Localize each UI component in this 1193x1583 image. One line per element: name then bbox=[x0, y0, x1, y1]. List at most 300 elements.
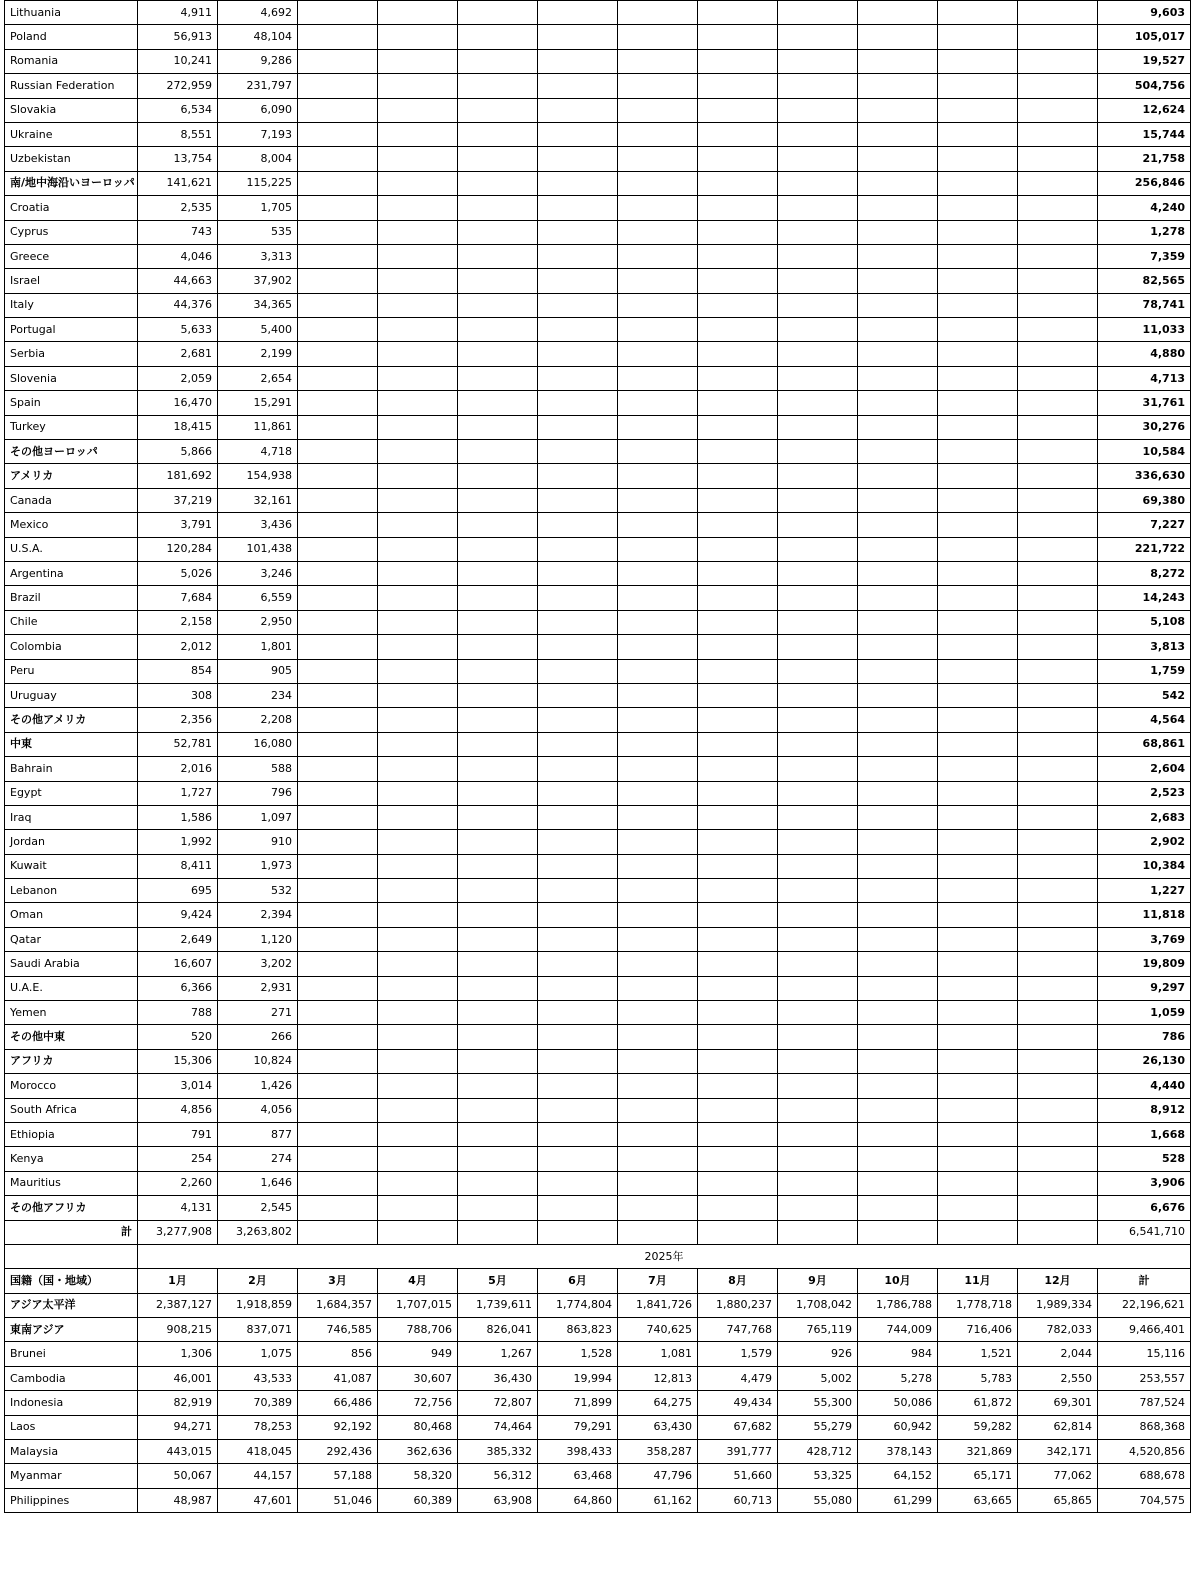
header-month-1: 1月 bbox=[138, 1269, 218, 1293]
empty-month-cell bbox=[618, 805, 698, 829]
empty-month-cell bbox=[458, 610, 538, 634]
empty-month-cell bbox=[698, 1220, 778, 1244]
empty-month-cell bbox=[298, 318, 378, 342]
empty-month-cell bbox=[298, 49, 378, 73]
empty-month-cell bbox=[298, 1220, 378, 1244]
month-value-cell: 984 bbox=[858, 1342, 938, 1366]
country-name-cell: Qatar bbox=[5, 927, 138, 951]
empty-month-cell bbox=[858, 318, 938, 342]
empty-month-cell bbox=[778, 440, 858, 464]
month-value-cell: 71,899 bbox=[538, 1391, 618, 1415]
month-value-cell: 863,823 bbox=[538, 1318, 618, 1342]
jan-value-cell: 6,534 bbox=[138, 98, 218, 122]
empty-month-cell bbox=[1018, 1098, 1098, 1122]
empty-month-cell bbox=[458, 1122, 538, 1146]
empty-month-cell bbox=[1018, 879, 1098, 903]
month-value-cell: 64,275 bbox=[618, 1391, 698, 1415]
empty-month-cell bbox=[858, 635, 938, 659]
empty-month-cell bbox=[298, 537, 378, 561]
month-value-cell: 2,044 bbox=[1018, 1342, 1098, 1366]
jan-value-cell: 788 bbox=[138, 1001, 218, 1025]
empty-month-cell bbox=[778, 1074, 858, 1098]
empty-month-cell bbox=[698, 25, 778, 49]
jan-value-cell: 3,014 bbox=[138, 1074, 218, 1098]
feb-value-cell: 3,202 bbox=[218, 952, 298, 976]
jan-value-cell: 2,535 bbox=[138, 196, 218, 220]
empty-month-cell bbox=[378, 586, 458, 610]
empty-month-cell bbox=[858, 1001, 938, 1025]
empty-month-cell bbox=[938, 1001, 1018, 1025]
empty-month-cell bbox=[538, 49, 618, 73]
year-row bbox=[5, 1244, 1191, 1268]
empty-month-cell bbox=[938, 879, 1018, 903]
row-total-cell: 1,227 bbox=[1098, 879, 1191, 903]
table-row bbox=[5, 49, 1191, 73]
feb-value-cell: 4,692 bbox=[218, 1, 298, 25]
empty-month-cell bbox=[858, 147, 938, 171]
table-row bbox=[5, 1440, 1191, 1464]
empty-month-cell bbox=[298, 561, 378, 585]
empty-month-cell bbox=[698, 903, 778, 927]
jan-value-cell: 5,633 bbox=[138, 318, 218, 342]
table-row bbox=[5, 25, 1191, 49]
jan-value-cell: 4,911 bbox=[138, 1, 218, 25]
empty-month-cell bbox=[1018, 464, 1098, 488]
jan-value-cell: 2,012 bbox=[138, 635, 218, 659]
empty-month-cell bbox=[538, 1, 618, 25]
empty-month-cell bbox=[778, 122, 858, 146]
empty-month-cell bbox=[618, 464, 698, 488]
jan-value-cell: 854 bbox=[138, 659, 218, 683]
jan-value-cell: 37,219 bbox=[138, 488, 218, 512]
empty-month-cell bbox=[858, 1098, 938, 1122]
empty-month-cell bbox=[378, 415, 458, 439]
empty-month-cell bbox=[298, 464, 378, 488]
empty-month-cell bbox=[378, 49, 458, 73]
feb-value-cell: 3,246 bbox=[218, 561, 298, 585]
table-row bbox=[5, 1391, 1191, 1415]
empty-month-cell bbox=[778, 171, 858, 195]
month-value-cell: 1,306 bbox=[138, 1342, 218, 1366]
empty-month-cell bbox=[538, 683, 618, 707]
empty-month-cell bbox=[698, 927, 778, 951]
empty-month-cell bbox=[698, 1098, 778, 1122]
row-total-cell: 10,584 bbox=[1098, 440, 1191, 464]
month-value-cell: 1,075 bbox=[218, 1342, 298, 1366]
empty-month-cell bbox=[1018, 1001, 1098, 1025]
empty-month-cell bbox=[698, 537, 778, 561]
empty-month-cell bbox=[938, 586, 1018, 610]
empty-month-cell bbox=[458, 635, 538, 659]
month-value-cell: 70,389 bbox=[218, 1391, 298, 1415]
empty-month-cell bbox=[298, 635, 378, 659]
row-total-cell: 2,604 bbox=[1098, 757, 1191, 781]
empty-month-cell bbox=[698, 1147, 778, 1171]
table-row bbox=[5, 1196, 1191, 1220]
empty-month-cell bbox=[538, 1025, 618, 1049]
empty-month-cell bbox=[618, 830, 698, 854]
month-value-cell: 358,287 bbox=[618, 1440, 698, 1464]
empty-month-cell bbox=[1018, 683, 1098, 707]
month-value-cell: 47,796 bbox=[618, 1464, 698, 1488]
country-name-cell: Kuwait bbox=[5, 854, 138, 878]
empty-month-cell bbox=[298, 781, 378, 805]
row-total-cell: 9,603 bbox=[1098, 1, 1191, 25]
month-value-cell: 1,707,015 bbox=[378, 1293, 458, 1317]
month-value-cell: 60,389 bbox=[378, 1488, 458, 1512]
empty-month-cell bbox=[1018, 122, 1098, 146]
feb-value-cell: 2,394 bbox=[218, 903, 298, 927]
empty-month-cell bbox=[538, 318, 618, 342]
empty-month-cell bbox=[458, 1074, 538, 1098]
empty-month-cell bbox=[298, 440, 378, 464]
row-total-cell: 6,676 bbox=[1098, 1196, 1191, 1220]
empty-month-cell bbox=[1018, 1049, 1098, 1073]
empty-month-cell bbox=[938, 464, 1018, 488]
empty-month-cell bbox=[298, 98, 378, 122]
empty-month-cell bbox=[698, 464, 778, 488]
header-month-5: 5月 bbox=[458, 1269, 538, 1293]
month-value-cell: 428,712 bbox=[778, 1440, 858, 1464]
empty-month-cell bbox=[378, 732, 458, 756]
month-value-cell: 362,636 bbox=[378, 1440, 458, 1464]
empty-month-cell bbox=[698, 610, 778, 634]
feb-value-cell: 905 bbox=[218, 659, 298, 683]
table-row bbox=[5, 1, 1191, 25]
country-name-cell: Brazil bbox=[5, 586, 138, 610]
month-value-cell: 443,015 bbox=[138, 1440, 218, 1464]
empty-month-cell bbox=[618, 25, 698, 49]
empty-month-cell bbox=[618, 683, 698, 707]
empty-month-cell bbox=[538, 757, 618, 781]
month-value-cell: 74,464 bbox=[458, 1415, 538, 1439]
empty-month-cell bbox=[618, 757, 698, 781]
empty-month-cell bbox=[858, 415, 938, 439]
table-row bbox=[5, 659, 1191, 683]
empty-month-cell bbox=[458, 683, 538, 707]
empty-month-cell bbox=[938, 440, 1018, 464]
empty-month-cell bbox=[1018, 708, 1098, 732]
empty-month-cell bbox=[298, 1, 378, 25]
table-row bbox=[5, 1001, 1191, 1025]
empty-month-cell bbox=[378, 805, 458, 829]
table-row bbox=[5, 488, 1191, 512]
empty-month-cell bbox=[938, 976, 1018, 1000]
empty-month-cell bbox=[778, 586, 858, 610]
empty-month-cell bbox=[1018, 659, 1098, 683]
month-value-cell: 2,387,127 bbox=[138, 1293, 218, 1317]
empty-month-cell bbox=[938, 1220, 1018, 1244]
empty-month-cell bbox=[778, 342, 858, 366]
empty-month-cell bbox=[538, 122, 618, 146]
empty-month-cell bbox=[378, 440, 458, 464]
month-value-cell: 856 bbox=[298, 1342, 378, 1366]
month-value-cell: 72,807 bbox=[458, 1391, 538, 1415]
table-row bbox=[5, 1025, 1191, 1049]
empty-month-cell bbox=[538, 220, 618, 244]
empty-month-cell bbox=[778, 879, 858, 903]
table-row bbox=[5, 342, 1191, 366]
month-value-cell: 740,625 bbox=[618, 1318, 698, 1342]
month-value-cell: 78,253 bbox=[218, 1415, 298, 1439]
empty-month-cell bbox=[778, 1147, 858, 1171]
empty-month-cell bbox=[538, 342, 618, 366]
empty-month-cell bbox=[1018, 220, 1098, 244]
empty-month-cell bbox=[378, 830, 458, 854]
empty-month-cell bbox=[618, 342, 698, 366]
month-value-cell: 65,171 bbox=[938, 1464, 1018, 1488]
empty-month-cell bbox=[298, 25, 378, 49]
month-value-cell: 398,433 bbox=[538, 1440, 618, 1464]
empty-month-cell bbox=[938, 830, 1018, 854]
empty-month-cell bbox=[618, 610, 698, 634]
row-total-cell: 3,906 bbox=[1098, 1171, 1191, 1195]
empty-month-cell bbox=[378, 927, 458, 951]
empty-month-cell bbox=[298, 1196, 378, 1220]
empty-month-cell bbox=[378, 1122, 458, 1146]
empty-month-cell bbox=[938, 1196, 1018, 1220]
table-row bbox=[5, 269, 1191, 293]
table-row bbox=[5, 683, 1191, 707]
month-value-cell: 418,045 bbox=[218, 1440, 298, 1464]
empty-month-cell bbox=[458, 244, 538, 268]
empty-month-cell bbox=[1018, 927, 1098, 951]
empty-month-cell bbox=[618, 1049, 698, 1073]
empty-month-cell bbox=[938, 952, 1018, 976]
table-row bbox=[5, 610, 1191, 634]
empty-month-cell bbox=[538, 513, 618, 537]
row-total-cell: 9,466,401 bbox=[1098, 1318, 1191, 1342]
empty-month-cell bbox=[458, 147, 538, 171]
jan-value-cell: 254 bbox=[138, 1147, 218, 1171]
empty-month-cell bbox=[298, 366, 378, 390]
empty-month-cell bbox=[538, 366, 618, 390]
empty-month-cell bbox=[938, 610, 1018, 634]
empty-month-cell bbox=[938, 927, 1018, 951]
empty-month-cell bbox=[378, 220, 458, 244]
month-value-cell: 826,041 bbox=[458, 1318, 538, 1342]
empty-month-cell bbox=[538, 903, 618, 927]
empty-month-cell bbox=[1018, 952, 1098, 976]
jan-value-cell: 13,754 bbox=[138, 147, 218, 171]
empty-month-cell bbox=[298, 244, 378, 268]
table-row bbox=[5, 927, 1191, 951]
empty-month-cell bbox=[938, 1122, 1018, 1146]
month-value-cell: 788,706 bbox=[378, 1318, 458, 1342]
row-total-cell: 688,678 bbox=[1098, 1464, 1191, 1488]
empty-month-cell bbox=[778, 830, 858, 854]
empty-month-cell bbox=[298, 586, 378, 610]
country-name-cell: 中東 bbox=[5, 732, 138, 756]
empty-month-cell bbox=[858, 830, 938, 854]
header-month-10: 10月 bbox=[858, 1269, 938, 1293]
empty-month-cell bbox=[538, 196, 618, 220]
empty-month-cell bbox=[698, 732, 778, 756]
empty-month-cell bbox=[1018, 196, 1098, 220]
row-total-cell: 2,902 bbox=[1098, 830, 1191, 854]
empty-month-cell bbox=[938, 1074, 1018, 1098]
row-total-cell: 5,108 bbox=[1098, 610, 1191, 634]
feb-value-cell: 2,931 bbox=[218, 976, 298, 1000]
empty-month-cell bbox=[458, 903, 538, 927]
empty-month-cell bbox=[698, 879, 778, 903]
empty-month-cell bbox=[378, 366, 458, 390]
empty-month-cell bbox=[778, 293, 858, 317]
jan-value-cell: 2,059 bbox=[138, 366, 218, 390]
header-month-8: 8月 bbox=[698, 1269, 778, 1293]
table-row bbox=[5, 781, 1191, 805]
row-total-cell: 105,017 bbox=[1098, 25, 1191, 49]
month-value-cell: 51,660 bbox=[698, 1464, 778, 1488]
empty-month-cell bbox=[618, 513, 698, 537]
empty-month-cell bbox=[778, 903, 858, 927]
row-total-cell: 4,880 bbox=[1098, 342, 1191, 366]
empty-month-cell bbox=[618, 1147, 698, 1171]
empty-month-cell bbox=[778, 391, 858, 415]
country-name-cell: Lithuania bbox=[5, 1, 138, 25]
feb-value-cell: 1,426 bbox=[218, 1074, 298, 1098]
month-value-cell: 79,291 bbox=[538, 1415, 618, 1439]
empty-month-cell bbox=[778, 196, 858, 220]
country-name-cell: Serbia bbox=[5, 342, 138, 366]
empty-month-cell bbox=[618, 171, 698, 195]
empty-month-cell bbox=[778, 269, 858, 293]
jan-value-cell: 4,856 bbox=[138, 1098, 218, 1122]
table-row bbox=[5, 1122, 1191, 1146]
country-name-cell: U.A.E. bbox=[5, 976, 138, 1000]
row-total-cell: 787,524 bbox=[1098, 1391, 1191, 1415]
feb-value-cell: 10,824 bbox=[218, 1049, 298, 1073]
row-total-cell: 22,196,621 bbox=[1098, 1293, 1191, 1317]
feb-value-cell: 5,400 bbox=[218, 318, 298, 342]
table-row bbox=[5, 1098, 1191, 1122]
empty-month-cell bbox=[538, 98, 618, 122]
empty-month-cell bbox=[298, 171, 378, 195]
empty-month-cell bbox=[298, 269, 378, 293]
empty-month-cell bbox=[938, 171, 1018, 195]
empty-month-cell bbox=[778, 708, 858, 732]
empty-month-cell bbox=[298, 879, 378, 903]
month-value-cell: 61,872 bbox=[938, 1391, 1018, 1415]
empty-month-cell bbox=[538, 488, 618, 512]
empty-month-cell bbox=[858, 293, 938, 317]
empty-month-cell bbox=[698, 269, 778, 293]
feb-value-cell: 7,193 bbox=[218, 122, 298, 146]
empty-month-cell bbox=[458, 1220, 538, 1244]
month-value-cell: 62,814 bbox=[1018, 1415, 1098, 1439]
header-month-12: 12月 bbox=[1018, 1269, 1098, 1293]
empty-month-cell bbox=[698, 488, 778, 512]
row-total-cell: 11,033 bbox=[1098, 318, 1191, 342]
month-value-cell: 60,713 bbox=[698, 1488, 778, 1512]
empty-month-cell bbox=[938, 708, 1018, 732]
empty-month-cell bbox=[698, 122, 778, 146]
row-total-cell: 1,278 bbox=[1098, 220, 1191, 244]
empty-month-cell bbox=[378, 561, 458, 585]
table-row bbox=[5, 171, 1191, 195]
empty-month-cell bbox=[778, 1001, 858, 1025]
country-name-cell: Laos bbox=[5, 1415, 138, 1439]
row-total-cell: 1,668 bbox=[1098, 1122, 1191, 1146]
month-value-cell: 44,157 bbox=[218, 1464, 298, 1488]
empty-month-cell bbox=[858, 903, 938, 927]
empty-month-cell bbox=[698, 586, 778, 610]
empty-month-cell bbox=[618, 586, 698, 610]
empty-month-cell bbox=[378, 1074, 458, 1098]
country-name-cell: South Africa bbox=[5, 1098, 138, 1122]
empty-month-cell bbox=[778, 537, 858, 561]
table-row bbox=[5, 220, 1191, 244]
feb-value-cell: 231,797 bbox=[218, 74, 298, 98]
empty-month-cell bbox=[458, 220, 538, 244]
feb-value-cell: 4,718 bbox=[218, 440, 298, 464]
empty-month-cell bbox=[698, 1049, 778, 1073]
jan-value-cell: 8,551 bbox=[138, 122, 218, 146]
country-name-cell: Ukraine bbox=[5, 122, 138, 146]
month-value-cell: 94,271 bbox=[138, 1415, 218, 1439]
row-total-cell: 10,384 bbox=[1098, 854, 1191, 878]
country-name-cell: その他ヨーロッパ bbox=[5, 440, 138, 464]
row-total-cell: 1,759 bbox=[1098, 659, 1191, 683]
country-name-cell: Jordan bbox=[5, 830, 138, 854]
empty-month-cell bbox=[698, 1025, 778, 1049]
empty-month-cell bbox=[378, 513, 458, 537]
empty-month-cell bbox=[538, 805, 618, 829]
country-name-cell: Turkey bbox=[5, 415, 138, 439]
empty-month-cell bbox=[1018, 171, 1098, 195]
row-total-cell: 4,520,856 bbox=[1098, 1440, 1191, 1464]
empty-month-cell bbox=[698, 683, 778, 707]
empty-month-cell bbox=[618, 903, 698, 927]
empty-month-cell bbox=[378, 683, 458, 707]
empty-month-cell bbox=[698, 1001, 778, 1025]
empty-month-cell bbox=[858, 244, 938, 268]
month-value-cell: 46,001 bbox=[138, 1366, 218, 1390]
empty-month-cell bbox=[858, 952, 938, 976]
empty-month-cell bbox=[298, 708, 378, 732]
month-value-cell: 49,434 bbox=[698, 1391, 778, 1415]
row-total-cell: 868,368 bbox=[1098, 1415, 1191, 1439]
empty-month-cell bbox=[1018, 293, 1098, 317]
empty-month-cell bbox=[618, 440, 698, 464]
jan-value-cell: 3,791 bbox=[138, 513, 218, 537]
country-name-cell: 東南アジア bbox=[5, 1318, 138, 1342]
empty-month-cell bbox=[298, 854, 378, 878]
empty-month-cell bbox=[938, 122, 1018, 146]
row-total-cell: 68,861 bbox=[1098, 732, 1191, 756]
month-value-cell: 391,777 bbox=[698, 1440, 778, 1464]
empty-month-cell bbox=[698, 757, 778, 781]
month-value-cell: 47,601 bbox=[218, 1488, 298, 1512]
header-nationality: 国籍（国・地域） bbox=[5, 1269, 138, 1293]
row-total-cell: 542 bbox=[1098, 683, 1191, 707]
month-value-cell: 30,607 bbox=[378, 1366, 458, 1390]
empty-month-cell bbox=[938, 1, 1018, 25]
country-name-cell: Canada bbox=[5, 488, 138, 512]
empty-month-cell bbox=[778, 854, 858, 878]
header-month-9: 9月 bbox=[778, 1269, 858, 1293]
country-name-cell: Iraq bbox=[5, 805, 138, 829]
table-row bbox=[5, 74, 1191, 98]
row-total-cell: 7,359 bbox=[1098, 244, 1191, 268]
empty-month-cell bbox=[618, 1220, 698, 1244]
country-name-cell: アジア太平洋 bbox=[5, 1293, 138, 1317]
month-value-cell: 12,813 bbox=[618, 1366, 698, 1390]
empty-month-cell bbox=[298, 391, 378, 415]
jan-value-cell: 2,649 bbox=[138, 927, 218, 951]
empty-month-cell bbox=[458, 830, 538, 854]
empty-month-cell bbox=[378, 1025, 458, 1049]
